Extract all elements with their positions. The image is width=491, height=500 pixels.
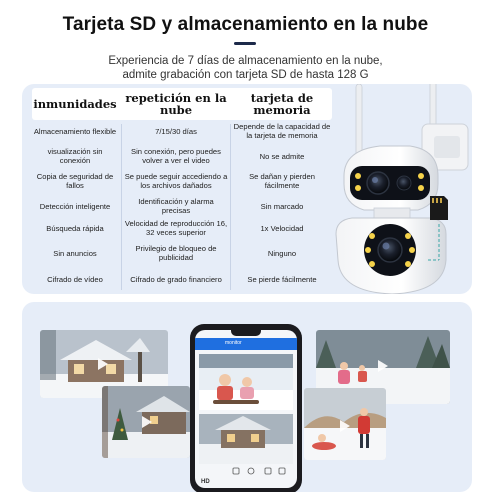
subtitle-line-2: admite grabación con tarjeta SD de hasta 128 G [122,69,369,81]
hd-label[interactable]: HD [201,479,210,485]
row-card-value: Ninguno [267,248,297,258]
row-cloud-value: Privilegio de bloqueo de publicidad [135,244,217,262]
row-card-value: Sin marcado [260,201,304,211]
row-card-value: Se dañan y pierden fácilmente [249,172,315,190]
row-feature: Cifrado de vídeo [47,274,103,284]
row-feature: Sin anuncios [53,248,97,258]
clip-thumbnail-snowy-yard[interactable] [102,386,190,458]
row-cloud-value: Velocidad de reproducción 16, 32 veces superior [124,219,228,237]
play-icon[interactable] [98,358,108,370]
comparison-panel [22,84,472,294]
play-icon[interactable] [142,416,152,428]
sd-card-icon [430,196,448,220]
row-feature: Detección inteligente [39,201,111,211]
row-feature: Almacenamiento flexible [33,126,117,136]
page-title: Tarjeta SD y almacenamiento en la nube [62,14,429,35]
page-subtitle [40,54,451,82]
table-row [32,266,332,292]
phone-video-feeds [195,350,297,478]
row-feature: Copia de seguridad de fallos [36,172,114,190]
row-cloud-value: Cifrado de grado financiero [130,274,222,284]
playback-panel [22,302,472,492]
table-row [32,143,332,169]
app-header-bar [195,338,297,350]
row-card-value: Depende de la capacidad de la tarjeta de memoria [233,122,331,140]
table-header [32,88,332,120]
play-icon[interactable] [378,360,388,372]
row-card-value: No se admite [259,151,305,161]
smartphone [190,324,302,492]
subtitle-line-1: Experiencia de 7 días de almacenamiento en la nube, [108,55,383,67]
app-header-title: monitor [225,340,242,346]
header-memory-card: tarjeta de memoria [250,91,314,117]
title-underline [234,42,256,45]
table-row [32,168,332,194]
row-feature: Búsqueda rápida [46,223,104,233]
comparison-table [32,84,332,294]
clip-thumbnail-person-winter[interactable] [304,388,386,460]
play-icon[interactable] [340,420,350,432]
row-card-value: 1x Velocidad [260,223,304,233]
row-feature: visualización sin conexión [47,147,103,165]
phone-screen [195,330,297,488]
row-cloud-value: Sin conexión, pero puedes volver a ver el video [131,147,221,165]
row-cloud-value: Identificación y alarma precisas [138,197,214,215]
table-row [32,240,332,266]
header-cloud: repetición en la nube [125,91,227,117]
row-card-value: Se pierde fácilmente [247,274,317,284]
security-camera-illustration [318,84,472,294]
table-row [32,118,332,144]
row-cloud-value: 7/15/30 días [155,126,197,136]
header-immunities: inmunidades [33,97,117,111]
phone-notch [231,330,261,336]
row-cloud-value: Se puede seguir accediendo a los archivos dañados [124,172,228,190]
table-row [32,215,332,241]
